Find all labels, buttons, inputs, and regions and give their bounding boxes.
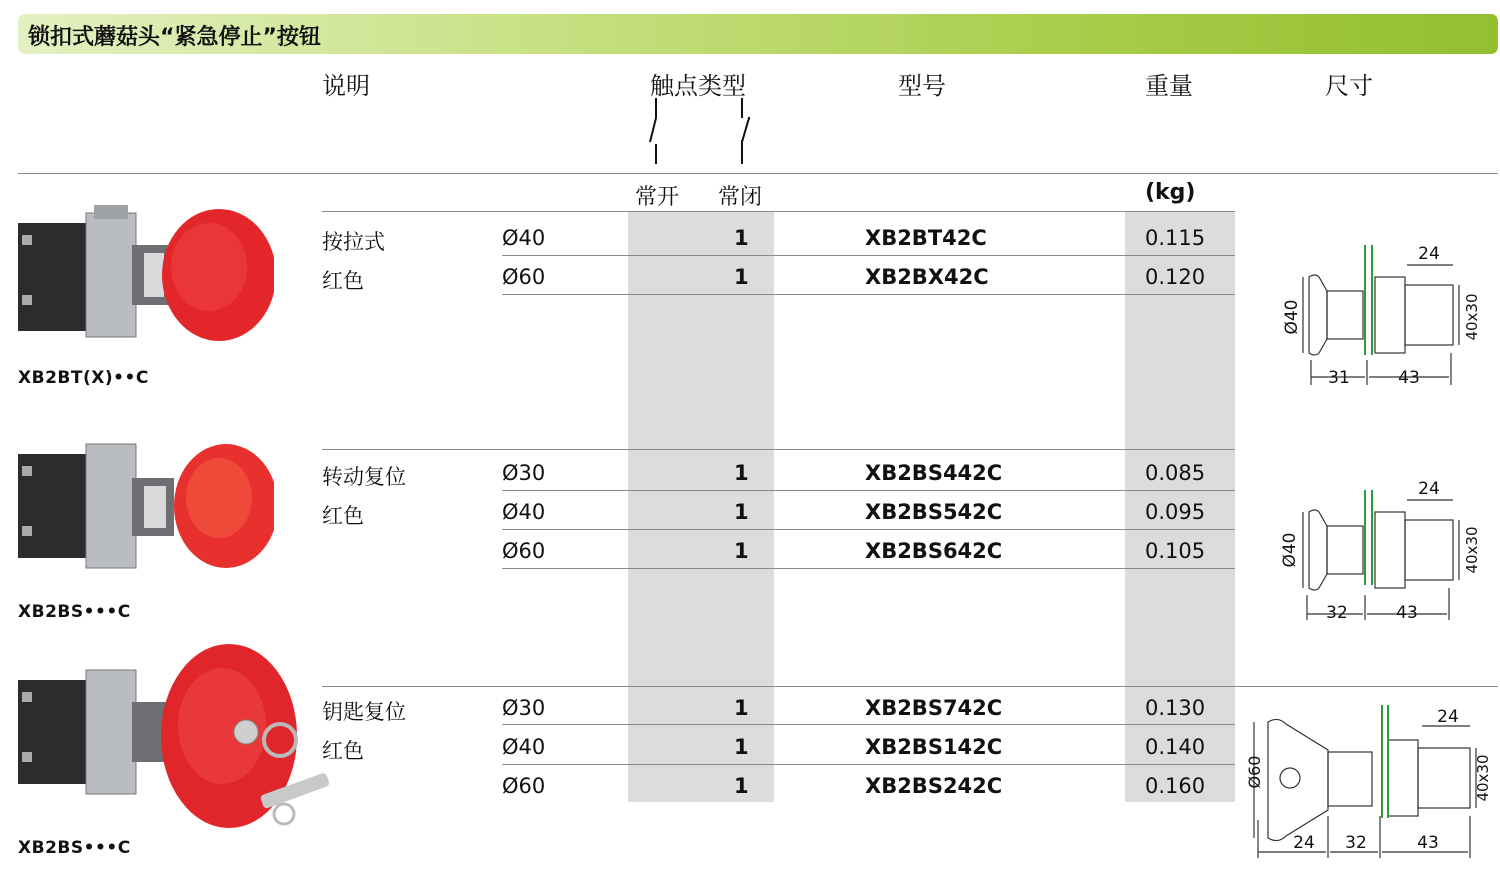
product-color: 红色 — [322, 504, 364, 528]
group-divider — [322, 449, 1235, 450]
weight-cell: 0.085 — [1145, 461, 1206, 485]
nc-count-cell: 1 — [734, 500, 749, 524]
header-contact-type: 触点类型 — [650, 72, 746, 100]
product-type: 钥匙复位 — [322, 700, 406, 724]
weight-cell: 0.115 — [1145, 226, 1206, 250]
row-divider — [502, 490, 1235, 491]
diameter-cell: Ø60 — [502, 774, 546, 798]
weight-cell: 0.095 — [1145, 500, 1206, 524]
model-cell: XB2BS542C — [865, 500, 1003, 524]
weight-cell: 0.105 — [1145, 539, 1206, 563]
model-cell: XB2BS442C — [865, 461, 1003, 485]
contact-symbols — [640, 96, 760, 168]
dim-diameter: Ø60 — [1245, 755, 1264, 789]
header-description: 说明 — [322, 72, 370, 100]
subheader-nc: 常闭 — [718, 185, 763, 210]
product-photo-push-pull — [14, 205, 274, 355]
diameter-cell: Ø30 — [502, 461, 546, 485]
diameter-cell: Ø60 — [502, 539, 546, 563]
header-dimensions: 尺寸 — [1325, 72, 1373, 100]
nc-count-cell: 1 — [734, 774, 749, 798]
weight-cell: 0.120 — [1145, 265, 1206, 289]
model-cell: XB2BS242C — [865, 774, 1003, 798]
nc-count-cell: 1 — [734, 696, 749, 720]
nc-count-cell: 1 — [734, 461, 749, 485]
row-divider — [502, 724, 1235, 725]
weight-cell: 0.160 — [1145, 774, 1206, 798]
product-photo-turn-release — [14, 440, 274, 590]
subheader-weight-unit: (kg) — [1145, 180, 1196, 205]
dim-top: 24 — [1418, 479, 1440, 499]
group-divider — [322, 686, 1498, 687]
model-cell: XB2BS642C — [865, 539, 1003, 563]
product-color: 红色 — [322, 269, 364, 293]
weight-cell: 0.130 — [1145, 696, 1206, 720]
header-model: 型号 — [898, 72, 946, 100]
dim-bottom-0: 24 — [1293, 833, 1315, 853]
product-image-label: XB2BS•••C — [18, 838, 131, 858]
diameter-cell: Ø60 — [502, 265, 546, 289]
weight-cell: 0.140 — [1145, 735, 1206, 759]
model-cell: XB2BS742C — [865, 696, 1003, 720]
model-cell: XB2BT42C — [865, 226, 987, 250]
product-type: 转动复位 — [322, 465, 406, 489]
product-color: 红色 — [322, 739, 364, 763]
no-contact-symbol — [650, 98, 656, 164]
row-divider — [502, 294, 1235, 295]
nc-count-cell: 1 — [734, 735, 749, 759]
diameter-cell: Ø40 — [502, 226, 546, 250]
dim-side: 40x30 — [1474, 754, 1492, 802]
header-weight: 重量 — [1145, 72, 1193, 100]
dimension-drawing-2 — [1245, 470, 1485, 630]
diameter-cell: Ø40 — [502, 735, 546, 759]
product-image-label: XB2BS•••C — [18, 602, 131, 622]
product-photo-key-release — [14, 644, 344, 844]
dim-top: 24 — [1418, 244, 1440, 264]
dim-diameter: Ø40 — [1282, 299, 1302, 335]
diameter-cell: Ø30 — [502, 696, 546, 720]
table-top-line — [322, 211, 1235, 212]
row-divider — [502, 568, 1235, 569]
dim-bottom-1: 32 — [1345, 833, 1367, 853]
dim-top: 24 — [1437, 707, 1459, 727]
diameter-cell: Ø40 — [502, 500, 546, 524]
row-divider — [502, 255, 1235, 256]
model-cell: XB2BS142C — [865, 735, 1003, 759]
dim-side: 40x30 — [1463, 293, 1481, 341]
dim-side: 40x30 — [1463, 526, 1481, 574]
nc-count-cell: 1 — [734, 539, 749, 563]
product-image-label: XB2BT(X)••C — [18, 368, 149, 388]
dimension-drawing-1 — [1245, 235, 1485, 395]
dim-bottom-1: 31 — [1328, 368, 1350, 388]
dim-bottom-2: 43 — [1398, 368, 1420, 388]
contact-column-shade — [628, 212, 774, 802]
dimension-drawing-3 — [1238, 700, 1496, 865]
dim-bottom-2: 43 — [1396, 603, 1418, 623]
dim-bottom-1: 32 — [1326, 603, 1348, 623]
row-divider — [502, 764, 1235, 765]
product-type: 按拉式 — [322, 230, 385, 254]
nc-count-cell: 1 — [734, 226, 749, 250]
subheader-no: 常开 — [635, 185, 680, 210]
model-cell: XB2BX42C — [865, 265, 989, 289]
row-divider — [502, 529, 1235, 530]
page-title: 锁扣式蘑菇头“紧急停止”按钮 — [28, 25, 321, 50]
nc-contact-symbol — [742, 98, 750, 164]
dim-diameter: Ø40 — [1280, 532, 1300, 568]
nc-count-cell: 1 — [734, 265, 749, 289]
header-divider — [18, 173, 1498, 174]
dim-bottom-2: 43 — [1417, 833, 1439, 853]
